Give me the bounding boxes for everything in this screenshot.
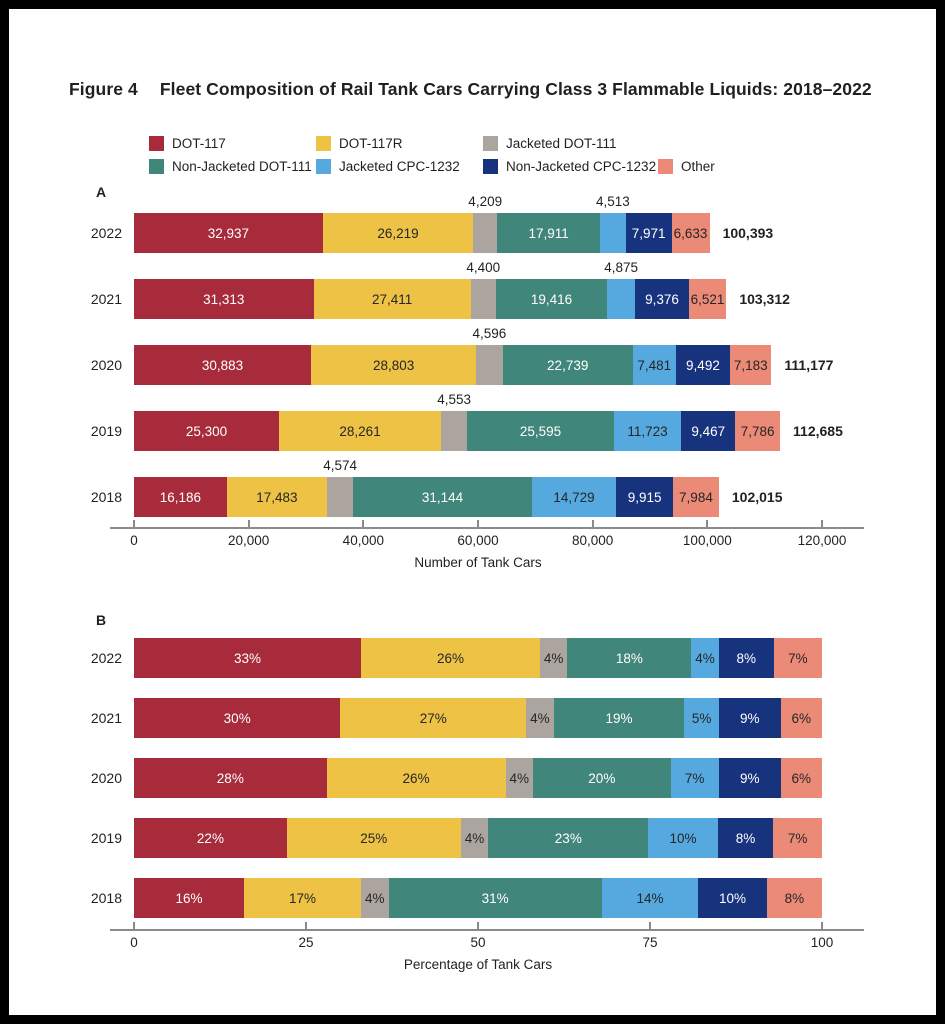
total-label: 102,015 <box>731 489 783 505</box>
segment-dot-117r <box>287 818 461 858</box>
segment-label: 26,219 <box>377 225 419 241</box>
x-axis-tick <box>133 922 135 930</box>
segment-label: 6,633 <box>673 225 708 241</box>
x-axis-tick <box>821 520 823 528</box>
panel-a-label: A <box>96 184 107 200</box>
segment-label: 27% <box>419 710 447 726</box>
segment-label: 30,883 <box>201 357 244 373</box>
segment-label: 4,875 <box>604 260 639 275</box>
stacked-bar <box>134 194 710 253</box>
stacked-bar <box>134 758 822 798</box>
segment-label: 31,144 <box>421 489 464 505</box>
legend-swatch-icon <box>483 159 498 174</box>
x-axis-tick-label: 20,000 <box>228 533 270 548</box>
segment-label: 4,209 <box>468 194 503 209</box>
total-label: 111,177 <box>784 357 834 373</box>
x-axis-tick-label: 80,000 <box>572 533 614 548</box>
segment-label: 10% <box>669 830 697 846</box>
segment-jacketed-cpc-1232 <box>614 411 681 451</box>
segment-other <box>781 698 822 738</box>
segment-label: 25,300 <box>185 423 228 439</box>
segment-label: 25% <box>360 830 388 846</box>
segment-label: 18% <box>615 650 643 666</box>
panel-b <box>86 612 936 972</box>
segment-label: 7% <box>787 830 808 846</box>
segment-label: 11,723 <box>627 423 668 439</box>
x-axis-tick-label: 0 <box>130 533 138 548</box>
segment-label: 10% <box>719 890 747 906</box>
legend-label: Non-Jacketed DOT-111 <box>172 159 312 174</box>
legend-swatch-icon <box>483 136 498 151</box>
segment-label: 28% <box>216 770 244 786</box>
segment-label: 8% <box>784 890 805 906</box>
segment-label: 4,574 <box>323 458 358 473</box>
bar-row <box>86 326 936 398</box>
legend-item-dot-117 <box>149 136 316 151</box>
segment-jacketed-cpc-1232 <box>595 194 630 253</box>
segment-dot-117 <box>134 477 227 517</box>
stacked-bar <box>134 458 719 517</box>
segment-label: 4% <box>509 770 530 786</box>
segment-non-jacketed-cpc-1232 <box>676 345 730 385</box>
total-label: 112,685 <box>793 423 843 439</box>
bar-row <box>86 808 936 868</box>
segment-label: 6% <box>791 710 812 726</box>
total-label: 103,312 <box>739 291 790 307</box>
segment-non-jacketed-cpc-1232 <box>718 818 774 858</box>
stacked-bar <box>134 326 771 385</box>
segment-dot-117r <box>244 878 361 918</box>
bar-row <box>86 260 936 332</box>
x-axis-tick-label: 75 <box>642 935 658 950</box>
segment-non-jacketed-cpc-1232 <box>681 411 735 451</box>
segment-non-jacketed-dot-111 <box>503 345 633 385</box>
segment-label: 25,595 <box>519 423 562 439</box>
segment-jacketed-cpc-1232 <box>671 758 719 798</box>
panel-a <box>86 184 936 570</box>
chart-a <box>86 194 936 570</box>
segment-label: 8% <box>736 650 757 666</box>
segment-jacketed-cpc-1232 <box>602 878 698 918</box>
x-axis-tick <box>362 520 364 528</box>
segment-non-jacketed-dot-111 <box>389 878 602 918</box>
segment-label: 9,915 <box>627 489 662 505</box>
segment-label: 31% <box>481 890 509 906</box>
segment-label: 26% <box>402 770 430 786</box>
segment-label: 4,400 <box>466 260 501 275</box>
legend-item-non-jacketed-dot-111 <box>149 159 316 174</box>
segment-jacketed-dot-111 <box>506 758 534 798</box>
segment-other <box>781 758 822 798</box>
segment-label: 7,971 <box>631 225 666 241</box>
legend-swatch-icon <box>316 159 331 174</box>
year-label: 2020 <box>90 770 122 786</box>
segment-other <box>673 477 719 517</box>
legend-swatch-icon <box>316 136 331 151</box>
segment-dot-117 <box>134 411 279 451</box>
segment-non-jacketed-dot-111 <box>353 477 532 517</box>
segment-dot-117r <box>340 698 526 738</box>
segment-dot-117r <box>311 345 476 385</box>
x-axis-tick-label: 40,000 <box>342 533 384 548</box>
segment-other <box>672 213 710 253</box>
segment-dot-117 <box>134 279 314 319</box>
x-axis-title: Number of Tank Cars <box>414 555 542 570</box>
total-label: 100,393 <box>722 225 774 241</box>
segment-label: 6% <box>791 770 812 786</box>
segment-dot-117 <box>134 878 244 918</box>
segment-label: 9,376 <box>645 291 679 307</box>
legend-swatch-icon <box>149 136 164 151</box>
segment-jacketed-cpc-1232 <box>532 477 616 517</box>
segment-other <box>767 878 822 918</box>
segment-label: 4,596 <box>472 326 507 341</box>
stacked-bar <box>134 638 822 678</box>
x-axis-tick <box>821 922 823 930</box>
segment-label: 5% <box>691 710 712 726</box>
segment-dot-117r <box>227 477 327 517</box>
segment-jacketed-dot-111 <box>526 698 554 738</box>
segment-label: 16,186 <box>159 489 202 505</box>
segment-dot-117 <box>134 758 327 798</box>
year-label: 2019 <box>90 830 122 846</box>
segment-non-jacketed-dot-111 <box>496 279 607 319</box>
segment-other <box>774 638 822 678</box>
segment-other <box>730 345 771 385</box>
segment-label: 6,521 <box>690 291 725 307</box>
year-label: 2018 <box>90 489 122 505</box>
legend-label: DOT-117 <box>172 136 226 151</box>
year-label: 2020 <box>90 357 122 373</box>
segment-non-jacketed-cpc-1232 <box>616 477 673 517</box>
year-label: 2022 <box>90 225 122 241</box>
x-axis-tick-label: 100,000 <box>682 533 732 548</box>
segment-other <box>735 411 780 451</box>
legend-item-jacketed-dot-111 <box>483 136 658 151</box>
segment-label: 9,467 <box>691 423 726 439</box>
segment-non-jacketed-cpc-1232 <box>719 638 774 678</box>
figure-number: Figure 4 <box>69 79 138 99</box>
legend <box>149 136 936 174</box>
segment-label: 26% <box>436 650 464 666</box>
legend-label: Jacketed DOT-111 <box>506 136 617 151</box>
segment-label: 33% <box>234 650 262 666</box>
bar-row <box>86 748 936 808</box>
bar-row <box>86 392 936 464</box>
segment-label: 7,786 <box>740 423 775 439</box>
x-axis <box>130 920 834 954</box>
segment-label: 27,411 <box>371 291 413 307</box>
segment-jacketed-cpc-1232 <box>604 260 639 319</box>
figure-title-text: Fleet Composition of Rail Tank Cars Carrying Class 3 Flammable Liquids: 2018–2022 <box>159 79 872 99</box>
x-axis-title: Percentage of Tank Cars <box>403 957 553 972</box>
segment-jacketed-dot-111 <box>437 392 472 451</box>
segment-non-jacketed-cpc-1232 <box>635 279 689 319</box>
x-axis <box>130 518 847 552</box>
segment-non-jacketed-dot-111 <box>497 213 600 253</box>
segment-jacketed-dot-111 <box>472 326 507 385</box>
stacked-bar <box>134 260 726 319</box>
segment-label: 7,984 <box>679 489 713 505</box>
x-axis-tick <box>592 520 594 528</box>
x-axis-tick-label: 50 <box>470 935 486 950</box>
segment-jacketed-cpc-1232 <box>691 638 719 678</box>
x-axis-tick <box>133 520 135 528</box>
year-label: 2021 <box>90 291 122 307</box>
segment-non-jacketed-dot-111 <box>533 758 671 798</box>
legend-swatch-icon <box>658 159 673 174</box>
bar-row <box>86 868 936 928</box>
year-label: 2018 <box>90 890 122 906</box>
segment-dot-117r <box>361 638 540 678</box>
segment-jacketed-cpc-1232 <box>684 698 718 738</box>
x-axis-tick-label: 25 <box>298 935 314 950</box>
legend-label: Other <box>681 159 715 174</box>
segment-dot-117r <box>327 758 506 798</box>
figure-title <box>69 79 936 100</box>
segment-dot-117 <box>134 345 311 385</box>
segment-label: 28,803 <box>372 357 415 373</box>
segment-label: 22% <box>196 830 224 846</box>
segment-non-jacketed-cpc-1232 <box>626 213 672 253</box>
panel-b-label: B <box>96 612 107 628</box>
x-axis-tick-label: 120,000 <box>797 533 847 548</box>
bar-row <box>86 194 936 266</box>
stacked-bar <box>134 878 822 918</box>
legend-item-jacketed-cpc-1232 <box>316 159 483 174</box>
x-axis-tick <box>477 922 479 930</box>
x-axis-line <box>110 527 864 529</box>
x-axis-tick-label: 0 <box>130 935 138 950</box>
segment-dot-117 <box>134 698 340 738</box>
segment-label: 23% <box>554 830 582 846</box>
x-axis-tick-label: 100 <box>810 935 834 950</box>
x-axis-line <box>110 929 864 931</box>
x-axis-tick <box>477 520 479 528</box>
x-axis-tick <box>706 520 708 528</box>
segment-jacketed-cpc-1232 <box>648 818 717 858</box>
segment-dot-117r <box>279 411 441 451</box>
segment-label: 4% <box>464 830 485 846</box>
x-axis-tick <box>248 520 250 528</box>
segment-dot-117r <box>314 279 471 319</box>
bar-row <box>86 688 936 748</box>
segment-label: 17,911 <box>528 225 569 241</box>
segment-label: 4,553 <box>437 392 472 407</box>
legend-label: Jacketed CPC-1232 <box>339 159 460 174</box>
x-axis-tick <box>649 922 651 930</box>
segment-label: 8% <box>735 830 756 846</box>
stacked-bar <box>134 698 822 738</box>
segment-other <box>773 818 822 858</box>
segment-jacketed-dot-111 <box>323 458 358 517</box>
year-label: 2022 <box>90 650 122 666</box>
segment-dot-117 <box>134 213 323 253</box>
year-label: 2021 <box>90 710 122 726</box>
segment-jacketed-dot-111 <box>466 260 501 319</box>
year-label: 2019 <box>90 423 122 439</box>
segment-label: 7% <box>684 770 705 786</box>
segment-label: 31,313 <box>203 291 245 307</box>
segment-label: 4% <box>543 650 564 666</box>
segment-label: 28,261 <box>339 423 381 439</box>
segment-non-jacketed-cpc-1232 <box>719 698 781 738</box>
segment-jacketed-dot-111 <box>361 878 389 918</box>
segment-label: 7,481 <box>637 357 672 373</box>
segment-label: 17% <box>289 890 317 906</box>
segment-dot-117 <box>134 638 361 678</box>
segment-other <box>689 279 726 319</box>
segment-label: 17,483 <box>256 489 298 505</box>
segment-label: 4,513 <box>595 194 630 209</box>
segment-label: 14,729 <box>553 489 595 505</box>
segment-label: 22,739 <box>547 357 589 373</box>
legend-label: DOT-117R <box>339 136 403 151</box>
stacked-bar <box>134 392 780 451</box>
segment-dot-117r <box>323 213 473 253</box>
legend-item-non-jacketed-cpc-1232 <box>483 159 658 174</box>
segment-non-jacketed-dot-111 <box>488 818 648 858</box>
segment-label: 4% <box>365 890 385 906</box>
segment-label: 9,492 <box>686 357 720 373</box>
legend-item-dot-117r <box>316 136 483 151</box>
stacked-bar <box>134 818 822 858</box>
segment-non-jacketed-cpc-1232 <box>719 758 781 798</box>
segment-label: 14% <box>636 890 664 906</box>
legend-label: Non-Jacketed CPC-1232 <box>506 159 657 174</box>
segment-label: 4% <box>695 650 715 666</box>
segment-jacketed-dot-111 <box>461 818 489 858</box>
segment-label: 4% <box>530 710 550 726</box>
legend-item-other <box>658 159 936 174</box>
segment-label: 32,937 <box>207 225 250 241</box>
chart-b <box>86 628 936 972</box>
segment-non-jacketed-cpc-1232 <box>698 878 767 918</box>
segment-label: 7% <box>788 650 808 666</box>
segment-label: 19,416 <box>530 291 573 307</box>
segment-non-jacketed-dot-111 <box>567 638 691 678</box>
legend-swatch-icon <box>149 159 164 174</box>
segment-dot-117 <box>134 818 287 858</box>
segment-non-jacketed-dot-111 <box>554 698 685 738</box>
segment-label: 19% <box>605 710 633 726</box>
x-axis-tick <box>305 922 307 930</box>
bar-row <box>86 628 936 688</box>
segment-label: 9% <box>739 770 760 786</box>
segment-jacketed-cpc-1232 <box>633 345 676 385</box>
x-axis-tick-label: 60,000 <box>457 533 499 548</box>
segment-label: 7,183 <box>733 357 768 373</box>
segment-label: 16% <box>175 890 203 906</box>
segment-label: 20% <box>588 770 616 786</box>
segment-jacketed-dot-111 <box>540 638 568 678</box>
segment-label: 9% <box>739 710 760 726</box>
segment-jacketed-dot-111 <box>468 194 503 253</box>
segment-non-jacketed-dot-111 <box>467 411 614 451</box>
segment-label: 30% <box>223 710 251 726</box>
